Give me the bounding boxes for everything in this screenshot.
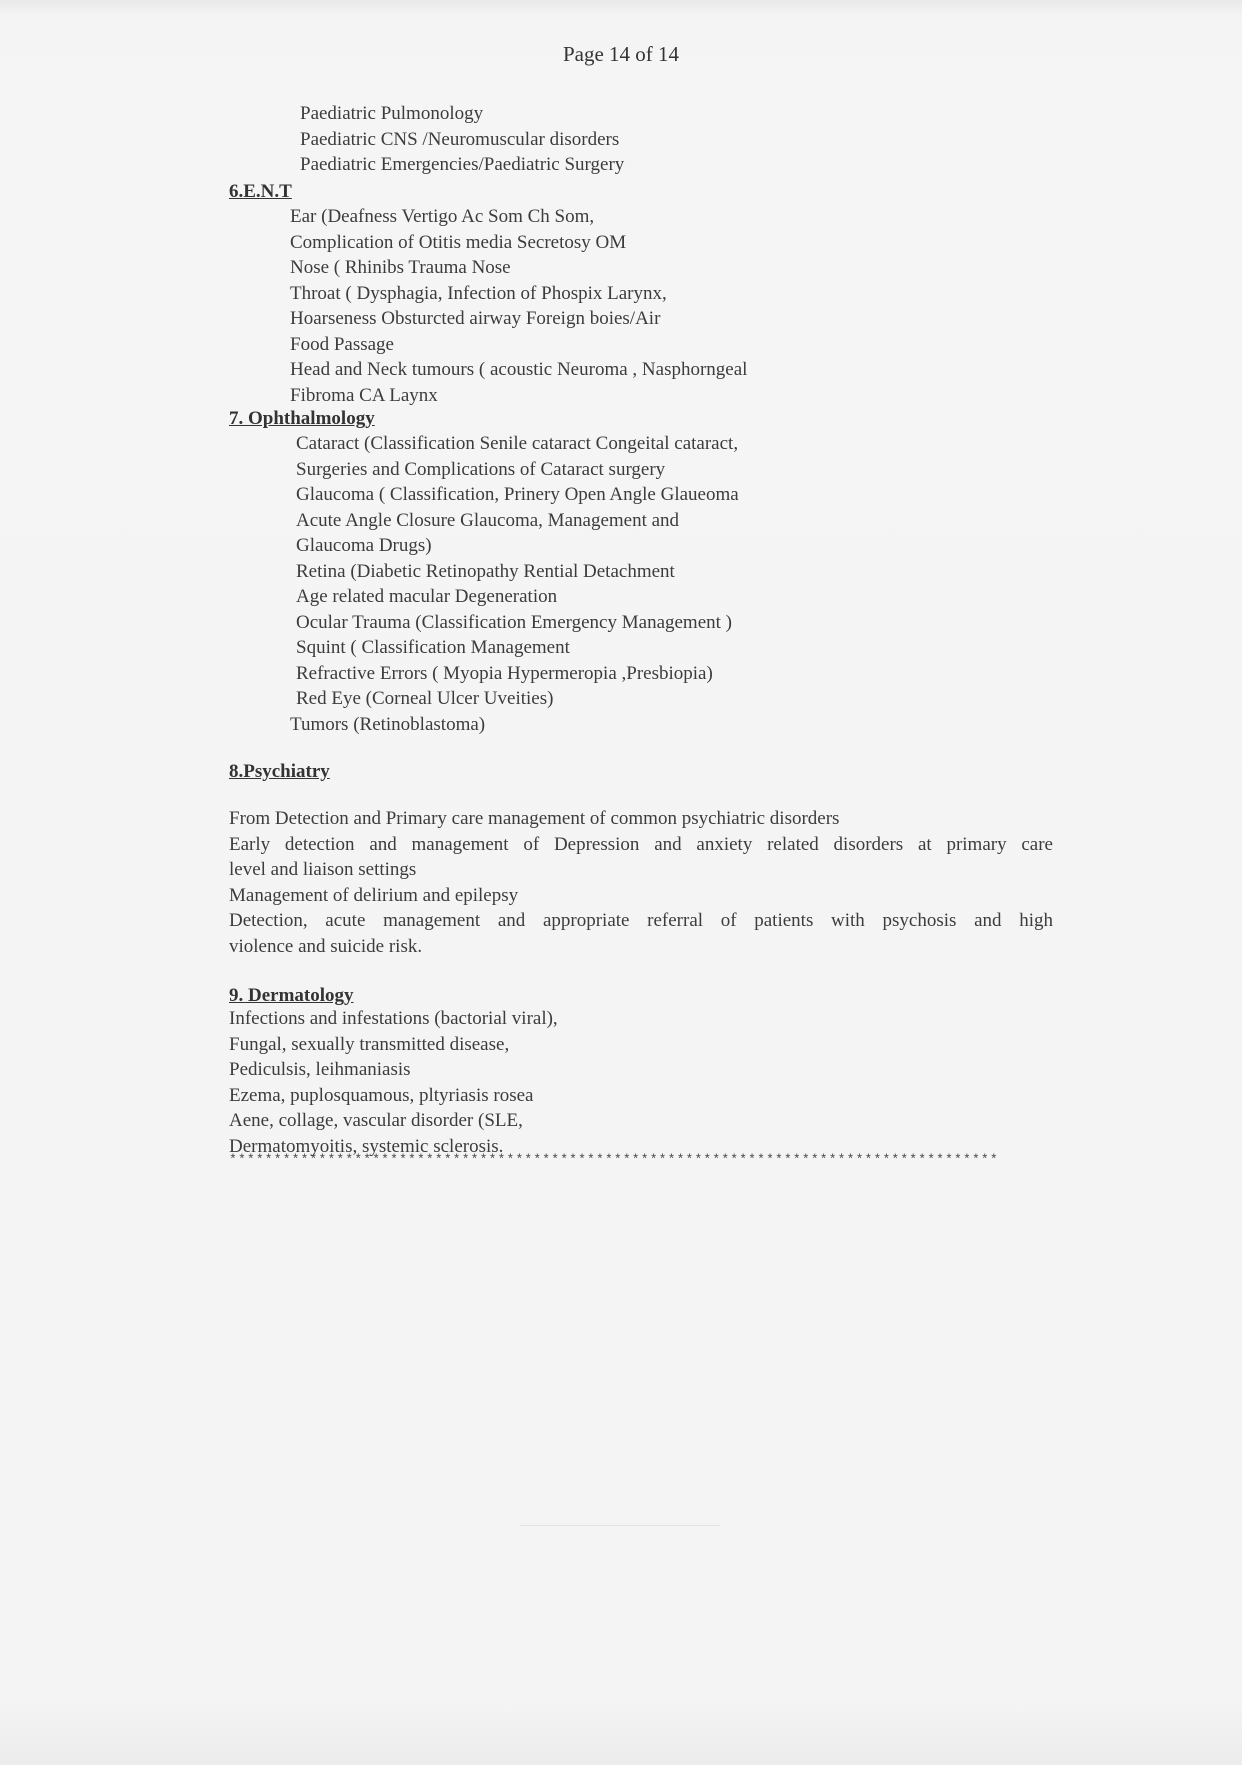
list-item: Red Eye (Corneal Ulcer Uveities) <box>296 688 554 709</box>
psychiatry-paragraph <box>229 806 1053 959</box>
ent-list <box>290 204 747 408</box>
dermatology-list <box>229 1006 558 1159</box>
list-item: Nose ( Rhinibs Trauma Nose <box>290 257 511 278</box>
paragraph-line: violence and suicide risk. <box>229 935 423 957</box>
page-number: Page 14 of 14 <box>562 42 680 66</box>
list-item: Ezema, puplosquamous, pltyriasis rosea <box>229 1084 534 1106</box>
paragraph-line: Early detection and management of Depression and anxiety related disorders at primary care <box>229 833 1053 855</box>
list-item: Tumors (Retinoblastoma) <box>290 713 486 735</box>
list-item: Head and Neck tumours ( acoustic Neuroma , Nasphorngeal <box>290 359 748 380</box>
list-item: Ear (Deafness Vertigo Ac Som Ch Som, <box>290 206 595 227</box>
list-item: Paediatric Pulmonology <box>300 103 484 124</box>
list-item: Dermatomyoitis, systemic sclerosis. <box>229 1135 504 1157</box>
section-heading-ophthalmology: 7. Ophthalmology <box>229 408 375 429</box>
list-item: Glaucoma ( Classification, Prinery Open Angle Glaueoma <box>296 484 739 505</box>
list-item: Hoarseness Obsturcted airway Foreign boies/Air <box>290 308 661 329</box>
paragraph-line: level and liaison settings <box>229 859 417 880</box>
paragraph-line: From Detection and Primary care management of common psychiatric disorders <box>229 808 840 829</box>
ophthalmology-list <box>290 431 739 737</box>
list-item: Acute Angle Closure Glaucoma, Management and <box>296 509 680 531</box>
list-item: Age related macular Degeneration <box>296 586 558 607</box>
list-item: Surgeries and Complications of Cataract surgery <box>296 458 666 480</box>
section-heading-psychiatry: 8.Psychiatry <box>229 761 330 782</box>
list-item: Aene, collage, vascular disorder (SLE, <box>229 1110 523 1131</box>
paragraph-line: Detection, acute management and appropriate referral of patients with psychosis and high <box>229 910 1053 931</box>
paediatrics-list <box>300 101 624 178</box>
list-item: Fibroma CA Laynx <box>290 384 438 406</box>
list-item: Paediatric CNS /Neuromuscular disorders <box>300 128 620 150</box>
list-item: Glaucoma Drugs) <box>296 535 432 556</box>
list-item: Fungal, sexually transmitted disease, <box>229 1033 510 1055</box>
list-item: Throat ( Dysphagia, Infection of Phospix Larynx, <box>290 282 667 304</box>
list-item: Complication of Otitis media Secretosy OM <box>290 231 627 253</box>
list-item: Squint ( Classification Management <box>296 637 570 658</box>
paragraph-line: Management of delirium and epilepsy <box>229 884 519 906</box>
scan-artifact-line <box>520 1525 720 1526</box>
section-heading-ent: 6.E.N.T <box>229 181 292 202</box>
section-heading-dermatology: 9. Dermatology <box>229 985 354 1006</box>
list-item: Pediculsis, leihmaniasis <box>229 1059 411 1080</box>
list-item: Paediatric Emergencies/Paediatric Surgery <box>300 154 625 175</box>
list-item: Food Passage <box>290 333 394 355</box>
list-item: Cataract (Classification Senile cataract Congeital cataract, <box>296 433 739 454</box>
list-item: Infections and infestations (bactorial viral), <box>229 1008 558 1029</box>
list-item: Refractive Errors ( Myopia Hypermeropia ,Presbiopia) <box>296 662 713 684</box>
end-of-document-divider: ************************************************************************************** <box>229 1152 999 1167</box>
list-item: Ocular Trauma (Classification Emergency Management ) <box>296 611 732 633</box>
list-item: Retina (Diabetic Retinopathy Rential Detachment <box>296 560 675 582</box>
